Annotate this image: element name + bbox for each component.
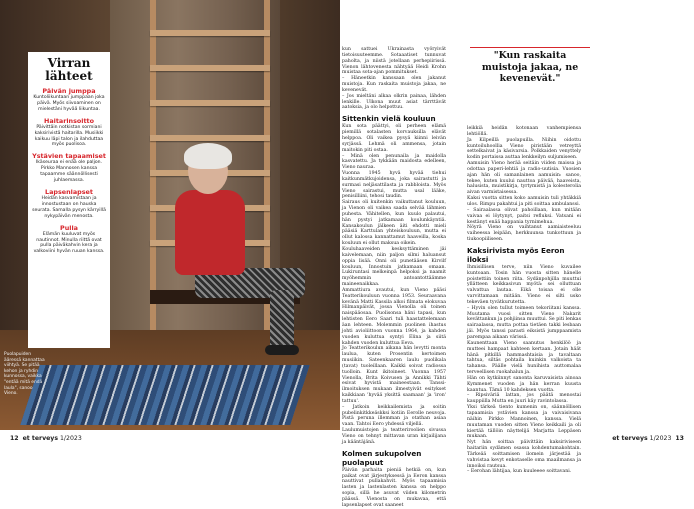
- article-column-b: [467, 126, 581, 475]
- rag-rug: [20, 365, 309, 425]
- footer-right: [612, 434, 684, 444]
- sidebar-item-text: Elämän kuuluvat myös nautinnot. Minulla riittä ovat pulla päiväkahvin kera ja valkoviini hyvän ruuan kanssa.: [33, 231, 105, 255]
- magazine-name: et terveys: [612, 435, 648, 442]
- article-column-a: [342, 47, 446, 509]
- paragraph: – Ripsiväriä lattan, jos päätä menostai kauppiilla Mutta en juuri käy ravintolassa.: [467, 393, 581, 405]
- sidebar-item-heading: Pulla: [60, 223, 78, 232]
- paragraph: Ammattiura avautui, kun Vieno pääsi Teatterikouluun vuonna 1953. Seuraavana kevänä Matti Kassila alkoi filmata elokuvaa Hilmanpäivät, jossa Vienolla oli toinen naispääosaa. Puolisonsa häni tapasi, kun lehtisten Eero Saari tuli haastattelemaan äan lehteen. Molemmin puolinen ihastus johti avioliittoon vuonna 1964, ja kahden vuoden kuluttua syntyi Elina ja siitä kahden vuoden kuluttua Eeva.: [342, 287, 446, 346]
- sidebar-item-text: Heidän kasvamistaan ja innostustaan on hauska seurata. Samalla pysyn kärryillä nykypäivän menosta.: [32, 195, 106, 219]
- section-heading: Sittenkin vielä kouluun: [342, 114, 436, 124]
- paragraph: kun sattuei Ukrainasta vyöryivät tietoisuuteemme. Sotaaatiset tunnuvat paholta, ja niistä jotellaan perhepiirissä. Vienon lähtovenesta nähtyää Heidi Krohn muistaa sota-ajan pommitukset.: [342, 47, 446, 76]
- page-number: 12: [10, 435, 19, 442]
- person-calf: [270, 290, 294, 350]
- magazine-name: et terveys: [22, 435, 59, 442]
- person-red-shirt: [175, 190, 245, 275]
- paragraph: – Häneetkin kanssaan olen jakanut muistoja. Kun raskaita muistoja jakaa, ne kevenevät.: [342, 76, 446, 93]
- section-heading: Kaksirivista myös Eeron iloksi: [467, 245, 565, 264]
- paragraph: Jo Teatterikoulun aikana hän levytti monta laulua, kuten Prosentin kertoimen musiikin. Sateenkaaren laulu puolikala (tavat) tuoleillaan. Kaikki soivat radiossa tuolloin. Kunt ikitoineet. Vuonna 1957 Vienolla, Brita Koivusen ja Annikki Tähti esivat hyvistä maineestaan. Tanssi-ilmoituksen mukaan ilmestyivät esitykset kaikkiaan 'hyvää yksittä saamaan' ja 'iron' tattuu'.: [342, 346, 446, 404]
- paragraph: – Sairaalassa olivat pahoillaan, kun mitään vaivaa ei löytynyt, paitsi refluksi. Vatsani ei kestänyt enää happania tyrnimehua.: [467, 207, 581, 225]
- sidebar-item: [32, 117, 106, 149]
- paragraph: – Eerohan lähtijaa, kun kuuleeee soittavani.: [467, 469, 572, 475]
- paragraph: Ja Kilpeillä puolapuilla. Niihin oidottu kuntoiluhoollia Vieno piristään vetreyttä settelkaivat ja käsivarsia. Polkkaiden venyttely kodin portaissa auttaa lenkkeilyn suljumiseen.: [467, 137, 581, 161]
- issue-number: 1/2023: [60, 435, 82, 442]
- person-hair: [184, 143, 232, 169]
- paragraph: – Hyvin olen tullut toimeen tekoriitani kanssa. Muutama vuosi sitten Vieno Nakarit kevättankun ja pohjiinsa muuttui. Se piti lenkas sairaalassa, mutta pottaa tietäen takki lesbaan jäi. Myös tanssi parasti eiksistä jumppaamista parempaa aikaan värissä.: [467, 305, 581, 340]
- sidebar-title: Virran lähteet: [45, 56, 93, 83]
- paragraph: Sairaus oli kuitenkin vaikuttanut kouluun, ja Vienon oli vaikea saada selvää lähmien puhesta. Vähitellen, kun kuulo palautui, hän pystyi jatkamaan koulunkäyntiä. Kansakoulun jälkeen äiti ehdotti mieli pääsiä Karttulan yhteiskouluun, mutta ei ollut kalossa kannattamut haaveilla, koska kouluun ei ollut maksua oikein.: [342, 200, 446, 247]
- sidebar-item-heading: Lapsenlapset: [45, 187, 93, 196]
- paragraph: Vuonna 1945 hyvä hyvää tiehui kaitkunmätkujoidensa, joka sairastutti ja surmasi neljäsattilasta ja rabbloista. Myös Vieno sairastui, mutta usal lääke, penisilliini, tehosi taudin.: [342, 171, 446, 200]
- page-number: 13: [675, 435, 684, 442]
- quote-rule: [470, 47, 590, 48]
- paragraph: Aamuisin Vieno herää seitäin viiden maissa ja odottaa paperi-lehtiä ja radio-uutisia. Vuosien ajan hän oli samanlainen aamuisin: sanoo, tekee, kuten kuului nauttoa päivää, haaveista, halusista, muistikirja, tyrtymistä ja kolesterolia aivan varmistaisessa.: [467, 161, 581, 196]
- paragraph: – Minä olen penunaila ja maidolla kasvatettu. Ja tykkään maidosta edelleen, Vieno nauraa.: [342, 153, 446, 171]
- wall-bar-rung: [150, 135, 270, 141]
- paragraph: leikkiä heidän kotonaan vanhempiensa lehtiöllä.: [467, 126, 581, 137]
- paragraph: Yksi tärkeä tiento kumenin on, säännöllisen tapaamisia ystävien kanssa ja vaivaisivana näihin Pirkko Mannoinen, kanssa. Vielä muutaman vuoden sitten Vieno keikkaili ja oli kiertää tällöin näyttelijä Marjatta Leppäsen mukaan.: [467, 405, 581, 440]
- sidebar-item-heading: Päivän jumppa: [42, 87, 96, 95]
- section-heading: Kolmen sukupolven puolapuut: [342, 448, 422, 467]
- paragraph: Kouluhaaveiden kesksyttäminen jäi kaivelemaan, niin paljon silmi haluansut oppia lisää. Onni oli punetääsen Kirvilf kouluun, Innostuin jatkamaan omaan. Lukiruntasi melkeinpä helpoksi ja naamit myöhemmin antoantottäämme maineenaikkaa.: [342, 247, 446, 288]
- paragraph: Päivän parhaita pieniä hetkiä on, kun paikat ovat järjestyksessä ja Eeron kanssa nauttivat pullakahvit. Myös tapaamisia lasten ja lastenlasten kanssa on helppo sopia, sillä he asuvat viiden kilometrin päässä. Vienosta on mukavaa, että lapsenlapset ovat saaneet: [342, 467, 446, 508]
- sidebar-item-heading: Haitarinsoitto: [44, 116, 94, 125]
- paragraph: Hän on kytkiinnyt sanonta karuvaisista ainoaa Kymmenet vuoden ja hän kerran kuusta kaantua. Tämä 10 kahdeksen vuotta.: [467, 375, 581, 393]
- sidebar-item-heading: Ystävien tapaamiset: [32, 152, 106, 161]
- pull-quote: "Kun raskaita muistoja jakaa, ne kevenevät.": [481, 50, 579, 84]
- wall-bar-rung: [150, 65, 270, 71]
- sidebar-item: [32, 152, 106, 184]
- wall-bar-rung: [150, 30, 270, 36]
- issue-number: 1/2023: [649, 435, 672, 442]
- person-shoe: [265, 345, 299, 355]
- paragraph: Kun sota päättyi, oli perheen elämä piemillä sotalasten korvauksilla elävät helppoa. Oli vaikea pysyä kiinni leivän syrjässä. Lehmä oli ammensa, jotain maitokin piti ostaa.: [342, 124, 446, 153]
- paragraph: Ihmisillisen terve, niin Vieno kuvailee kuntoaan. Tosin hän vuosta sitten hänelle poistettiin toinen riita. Sydänpohjilla muuttui yllätteen keikkasivun myötä: sei olluttuan valvattua lautaa. Eikä toisaa ei olle varvittamaan mitään. Vieno ei silti usko tekeväen tyvätkurutetta.: [467, 264, 581, 305]
- sidebar-item: [32, 224, 106, 256]
- paragraph: Kaunenttaan Vieno saanutus henkilöö ja mutteei hampaat kahteen kertaan. Jotain häät hänä pitkillä hammashtaisia ja tavaltaan tahtua, siltäs pohtaila kuinkin valkoista ta tahansa. Päälle vielä hunihista auttomalaa terveellisen ruokahalun ja.: [467, 340, 581, 376]
- wall-bar-rung: [150, 100, 270, 106]
- photo-caption: Puolapuiden ääressä kannattaa viihtyä. Se pitää kehon ja ryhdin kunnossa, vaikka "entää mitä endä laula", sanoo Vieno.: [4, 352, 45, 397]
- sidebar-item: [32, 87, 106, 113]
- info-sidebar: [28, 52, 110, 348]
- sidebar-item: [32, 188, 106, 220]
- paragraph: – Jos mieltäni alkaa olkrin painaa, lähden lenkille. Ulkona muut asiat tärrttävät aatoksia, ja olo helpottuu.: [342, 93, 446, 111]
- paragraph: Kaksi vuotta sitten koko aamuisin tuli yhtäkkiä ulos. Rimpu pakahtui ja piti soittaa ambulanssi.: [467, 196, 581, 207]
- paragraph: Laulumuistojen ja teatteriroolien sivussa Vieno on tehnyt mittavan uran kirjailijana ja kääntäjänä.: [342, 428, 446, 445]
- footer-left: [10, 434, 82, 444]
- sidebar-item-text: Ikäseuraa ei enää ole paljon. Pirkko Mannosen kanssa tapaamme säännöllisesti juhlaemassa.: [35, 160, 103, 184]
- paragraph: Nyt hän soittaa päivittäin kaksiriviseen haitariin sydämen osassa kohdentumakohtain. Tärkeää soittamisen ilomein järjestää ja vahvistaa kevyt enkotaselle oma maailmansa ja innoiksi rautsua.: [467, 440, 581, 469]
- paragraph: – Jatkoin keikkailemista ja soitin pubelinkitkkeäskksi kotiin Eerolle neuvoja. Pistä peruna illemman ja otathan asiaa vaan. Tahtoi Eero yhdessä viljellä.: [342, 404, 446, 428]
- sidebar-item-text: Kuntoliikuntaan jumppaan joka päivä. Myös siivoaminen on mielestäni hyvää liikuntaa.: [33, 95, 105, 112]
- paragraph: Nöyrä Vieno on vaihtanut aamiaisteeluu vaiheessa leipään, herkkuunsa tunkottuun ja tiukoopiiliseen.: [467, 225, 581, 243]
- sidebar-item-text: Päivittäin notkistan sormiani kaksirivistä haitarilla. Musiikki kaikuu läpi talon ja ilahduttaa myös puolisoa.: [34, 124, 104, 148]
